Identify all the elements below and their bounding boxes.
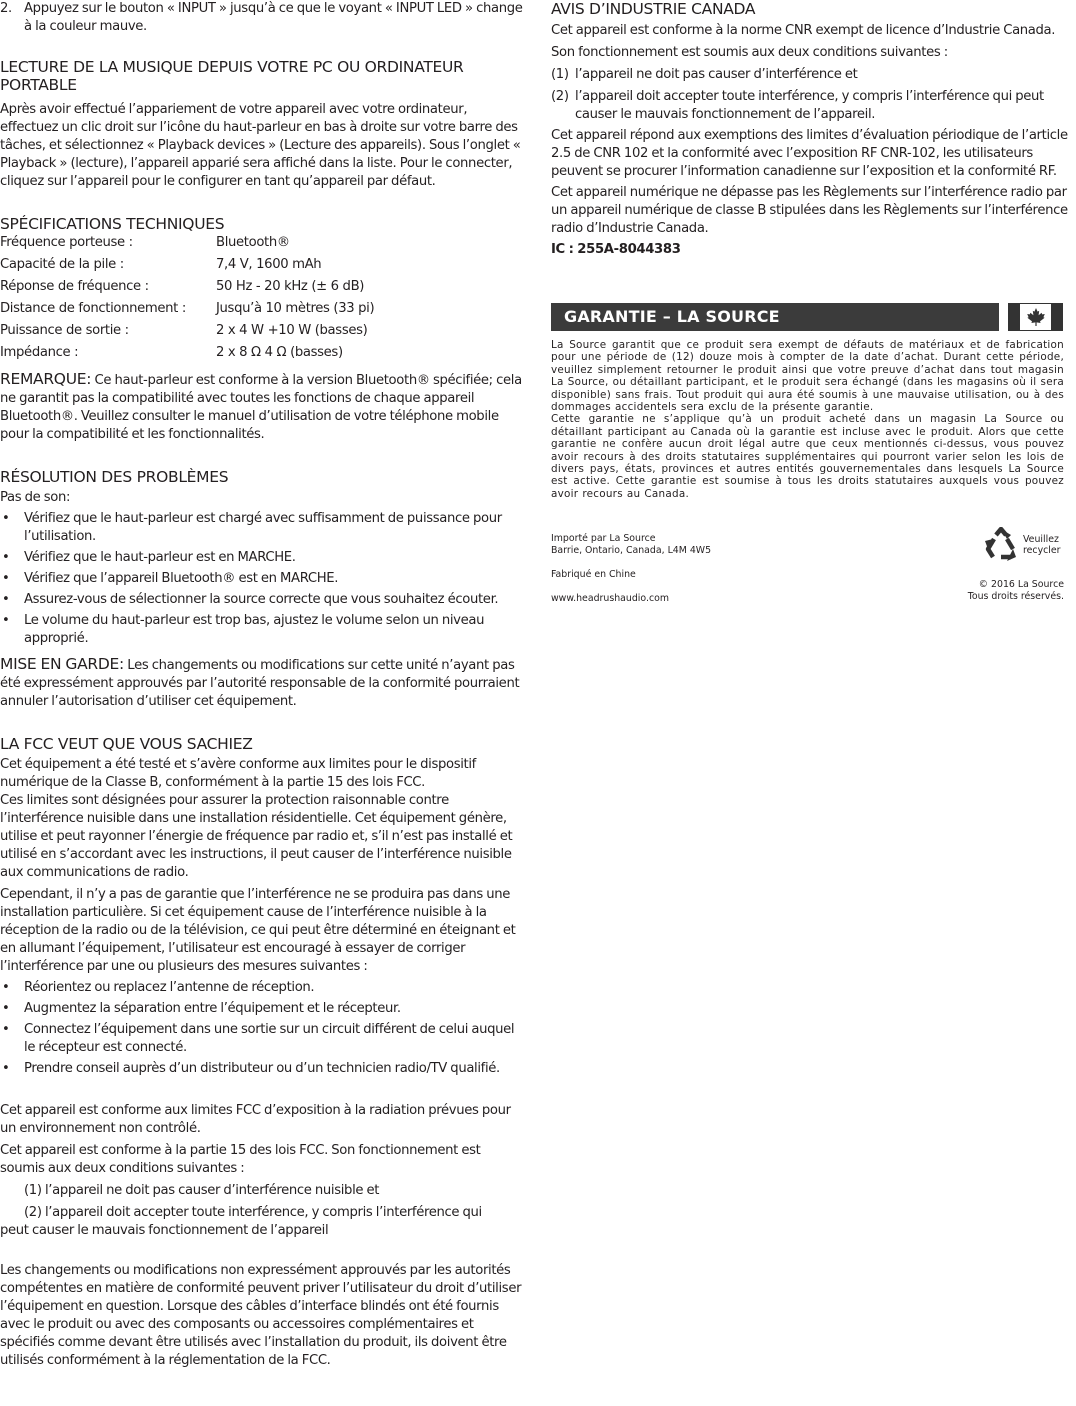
pc-heading: LECTURE DE LA MUSIQUE DEPUIS VOTRE PC OU ORDINATEUR PORTABLE: [0, 58, 464, 94]
flag-center: [1020, 304, 1051, 330]
list-item: [0, 549, 528, 567]
list-item-text: Réorientez ou replacez l’antenne de réception.: [24, 980, 315, 995]
list-item-text: Vérifiez que l’appareil Bluetooth® est en MARCHE.: [24, 571, 339, 586]
spec-row: [0, 298, 528, 320]
specs-table: [0, 232, 528, 364]
list-item: [0, 1000, 528, 1018]
cond-text: l’appareil ne doit pas causer d’interférence et: [575, 67, 858, 82]
canada-flag-icon: [1008, 303, 1063, 331]
spec-label: Réponse de fréquence :: [0, 279, 149, 294]
spec-value: Bluetooth®: [216, 235, 290, 250]
list-item: [0, 510, 528, 546]
ic-p3: Cet appareil répond aux exemptions des limites d’évaluation périodique de l’article 2.5 de CNR 102 et la conformité avec l’exposition RF CNR-102, les utilisateurs peuvent se procurer l’information canadienne sur l’exposition et la conformité RF.: [551, 128, 1068, 179]
made-in: Fabriqué en Chine: [551, 569, 636, 580]
bullet: •: [2, 980, 10, 995]
fcc-cond-1: (1) l’appareil ne doit pas causer d’interférence nuisible et: [24, 1183, 380, 1198]
left-column: [0, 0, 528, 1370]
remarque-label: REMARQUE:: [0, 370, 92, 388]
remarque-text: Ce haut-parleur est conforme à la version Bluetooth® spécifiée; cela ne garantit pas la compatibilité avec toutes les fonctions de chaque appareil Bluetooth®. Veuillez consulter le manuel d’utilisation de votre téléphone mobile pour la compatibilité et les fonctionnalités.: [0, 373, 522, 442]
spec-value: 50 Hz - 20 kHz (± 6 dB): [216, 279, 365, 294]
step-number: 2.: [0, 1, 12, 16]
warranty-title: GARANTIE – LA SOURCE: [564, 307, 780, 326]
fcc-p5: Les changements ou modifications non expressément approuvés par les autorités compétentes en matière de conformité peuvent priver l’utilisateur du droit d’utiliser l’équipement en question. Lorsque des câbles d’interface blindés ont été fournis avec le produit ou avec des composants ou accessoires complémentaires et spécifiés comme devant être utilisés avec l’installation du produit, ils doivent être utilisés conformément à la réglementation de la FCC.: [0, 1263, 522, 1368]
list-item-text: Vérifiez que le haut-parleur est chargé avec suffisamment de puissance pour l’utilisation.: [24, 511, 502, 544]
fcc-p4: Cet appareil est conforme à la partie 15 des lois FCC. Son fonctionnement est soumis aux deux conditions suivantes :: [0, 1143, 481, 1176]
spec-label: Fréquence porteuse :: [0, 235, 133, 250]
step-text: Appuyez sur le bouton « INPUT » jusqu’à ce que le voyant « INPUT LED » change à la couleur mauve.: [24, 1, 523, 34]
flag-band-left: [1009, 304, 1020, 330]
step-2: [0, 0, 528, 36]
bullet: •: [2, 511, 10, 526]
recycle-icon: [983, 527, 1019, 563]
spec-label: Impédance :: [0, 345, 79, 360]
cond-number: (1): [551, 67, 569, 82]
ic-cond-1: [551, 66, 1073, 84]
troubleshoot-list: [0, 510, 528, 648]
spec-value: Jusqu’à 10 mètres (33 pi): [216, 301, 375, 316]
cond-text: l’appareil doit accepter toute interférence, y compris l’interférence qui peut causer le mauvais fonctionnement de l’appareil.: [575, 89, 1044, 122]
list-item-text: Connectez l’équipement dans une sortie sur un circuit différent de celui auquel le récepteur est connecté.: [24, 1022, 515, 1055]
right-column: [551, 0, 1073, 259]
spec-row: [0, 320, 528, 342]
fcc-cond-2a: (2) l’appareil doit accepter toute interférence, y compris l’interférence qui: [24, 1205, 482, 1220]
list-item: [0, 979, 528, 997]
pc-body: Après avoir effectué l’appariement de votre appareil avec votre ordinateur, effectuez un clic droit sur l’icône du haut-parleur en bas à droite sur votre barre des tâches, et sélectionnez « Playback devices » (Lecture des appareils). Sous l’onglet « Playback » (lecture), l’appareil apparié sera affiché dans la liste. Pour le connecter, cliquez sur l’appareil pour le configurer en tant qu’appareil par défaut.: [0, 102, 521, 189]
bullet: •: [2, 592, 10, 607]
ic-p2: Son fonctionnement est soumis aux deux conditions suivantes :: [551, 45, 948, 60]
list-item-text: Prendre conseil auprès d’un distributeur ou d’un technicien radio/TV qualifié.: [24, 1061, 500, 1076]
fcc-heading: LA FCC VEUT QUE VOUS SACHIEZ: [0, 735, 253, 753]
list-item: [0, 1021, 528, 1057]
spec-row: [0, 342, 528, 364]
recycle-label: [1023, 534, 1061, 556]
caution-text: Les changements ou modifications sur cette unité n’ayant pas été expressément approuvés par l’autorité responsable de la conformité pourraient annuler l’autorisation d’utiliser cet équipement.: [0, 658, 520, 709]
spec-row: [0, 276, 528, 298]
troubleshoot-heading: RÉSOLUTION DES PROBLÈMES: [0, 468, 229, 486]
spec-label: Capacité de la pile :: [0, 257, 124, 272]
ic-code: IC : 255A-8044383: [551, 242, 681, 257]
bullet: •: [2, 1001, 10, 1016]
ic-cond-2: [551, 88, 1073, 124]
recycle-badge: [983, 527, 1061, 563]
fcc-p1b: Ces limites sont désignées pour assurer la protection raisonnable contre l’interférence nuisible dans une installation résidentielle. Cet équipement génère, utilise et peut rayonner l’énergie de fréquence par radio et, s’il n’est pas installé et utilisé en s’accordant avec les instructions, il peut causer de l’interférence nuisible aux communications de radio.: [0, 793, 513, 880]
maple-leaf-icon: [1026, 307, 1046, 327]
bullet: •: [2, 550, 10, 565]
troubleshoot-intro: Pas de son:: [0, 490, 71, 505]
spec-value: 2 x 8 Ω 4 Ω (basses): [216, 345, 343, 360]
spec-row: [0, 254, 528, 276]
spec-label: Puissance de sortie :: [0, 323, 129, 338]
ic-p1: Cet appareil est conforme à la norme CNR exempt de licence d’Industrie Canada.: [551, 23, 1056, 38]
list-item: [0, 570, 528, 588]
spec-value: 7,4 V, 1600 mAh: [216, 257, 322, 272]
importer-line-2: Barrie, Ontario, Canada, L4M 4W5: [551, 545, 712, 556]
list-item-text: Assurez-vous de sélectionner la source correcte que vous souhaitez écouter.: [24, 592, 499, 607]
specs-heading: SPÉCIFICATIONS TECHNIQUES: [0, 215, 225, 233]
fcc-p2: Cependant, il n’y a pas de garantie que l’interférence ne se produira pas dans une installation particulière. Si cet équipement cause de l’interférence nuisible à la réception de la radio ou de la télévision, ce qui peut être déterminé en éteignant et en allumant l’équipement, l’utilisateur est encouragé à essayer de corriger l’interférence par une ou plusieurs des mesures suivantes :: [0, 887, 516, 974]
fcc-cond-2b: peut causer le mauvais fonctionnement de l’appareil: [0, 1223, 329, 1238]
list-item-text: Le volume du haut-parleur est trop bas, ajustez le volume selon un niveau approprié.: [24, 613, 485, 646]
warranty-p1: La Source garantit que ce produit sera exempt de défauts de matériaux et de fabrication pour une période de (12) douze mois à compter de la date d’achat. Durant cette période, veuillez simplement retourner le produit ainsi que votre preuve d’achat dans tout magasin La Source, ou détaillant participant, et le produit sera échangé (dans les magasins où il sera disponible) sans frais. Tout produit qui aura été soumis à une mauvaise utilisation, ou à des dommages accidentels sera exclu de la présente garantie.: [551, 339, 1064, 414]
warranty-body: [551, 339, 1064, 500]
bullet: •: [2, 1061, 10, 1076]
list-item-text: Augmentez la séparation entre l’équipement et le récepteur.: [24, 1001, 401, 1016]
importer-block: [551, 533, 711, 605]
recycle-line-2: recycler: [1023, 545, 1061, 556]
copyright-line-2: Tous droits réservés.: [967, 591, 1064, 602]
list-item: [0, 1060, 528, 1078]
copyright-line-1: © 2016 La Source: [978, 579, 1064, 590]
fcc-list: [0, 979, 528, 1078]
list-item: [0, 612, 528, 648]
flag-band-right: [1051, 304, 1062, 330]
caution-note: [0, 655, 528, 711]
spec-row: [0, 232, 528, 254]
ic-heading: AVIS D’INDUSTRIE CANADA: [551, 0, 756, 18]
copyright-block: [930, 579, 1064, 603]
importer-line-1: Importé par La Source: [551, 533, 656, 544]
spec-label: Distance de fonctionnement :: [0, 301, 186, 316]
website: www.headrushaudio.com: [551, 593, 669, 604]
bullet: •: [2, 1022, 10, 1037]
recycle-line-1: Veuillez: [1023, 534, 1059, 545]
bullet: •: [2, 613, 10, 628]
caution-label: MISE EN GARDE:: [0, 655, 124, 673]
warranty-p2: Cette garantie ne s’applique qu’à un produit acheté dans un magasin La Source ou détaillant participant au Canada où la garantie est incluse avec le produit. Alors que cette garantie ne confère aucun droit légal autre que ceux mentionnés ci-dessus, vous pouvez avoir recours à des droits statutaires supplémentaires qui pourront varier selon les lois de divers pays, états, provinces et autres entités gouvernementales dans lesquels La Source est active. Cette garantie est soumise à tous les droits statutaires auxquels vous pouvez avoir recours au Canada.: [551, 413, 1064, 500]
list-item-text: Vérifiez que le haut-parleur est en MARCHE.: [24, 550, 296, 565]
remarque-note: [0, 370, 528, 444]
spec-value: 2 x 4 W +10 W (basses): [216, 323, 368, 338]
fcc-p3: Cet appareil est conforme aux limites FCC d’exposition à la radiation prévues pour un environnement non contrôlé.: [0, 1103, 511, 1136]
cond-number: (2): [551, 89, 569, 104]
bullet: •: [2, 571, 10, 586]
warranty-header: [551, 303, 999, 331]
fcc-p1: Cet équipement a été testé et s’avère conforme aux limites pour le dispositif numérique de la Classe B, conformément à la partie 15 des lois FCC.: [0, 757, 476, 790]
list-item: [0, 591, 528, 609]
ic-p4: Cet appareil numérique ne dépasse pas les Règlements sur l’interférence radio par un appareil numérique de classe B stipulées dans les Règlements sur l’interférence radio d’Industrie Canada.: [551, 185, 1068, 236]
